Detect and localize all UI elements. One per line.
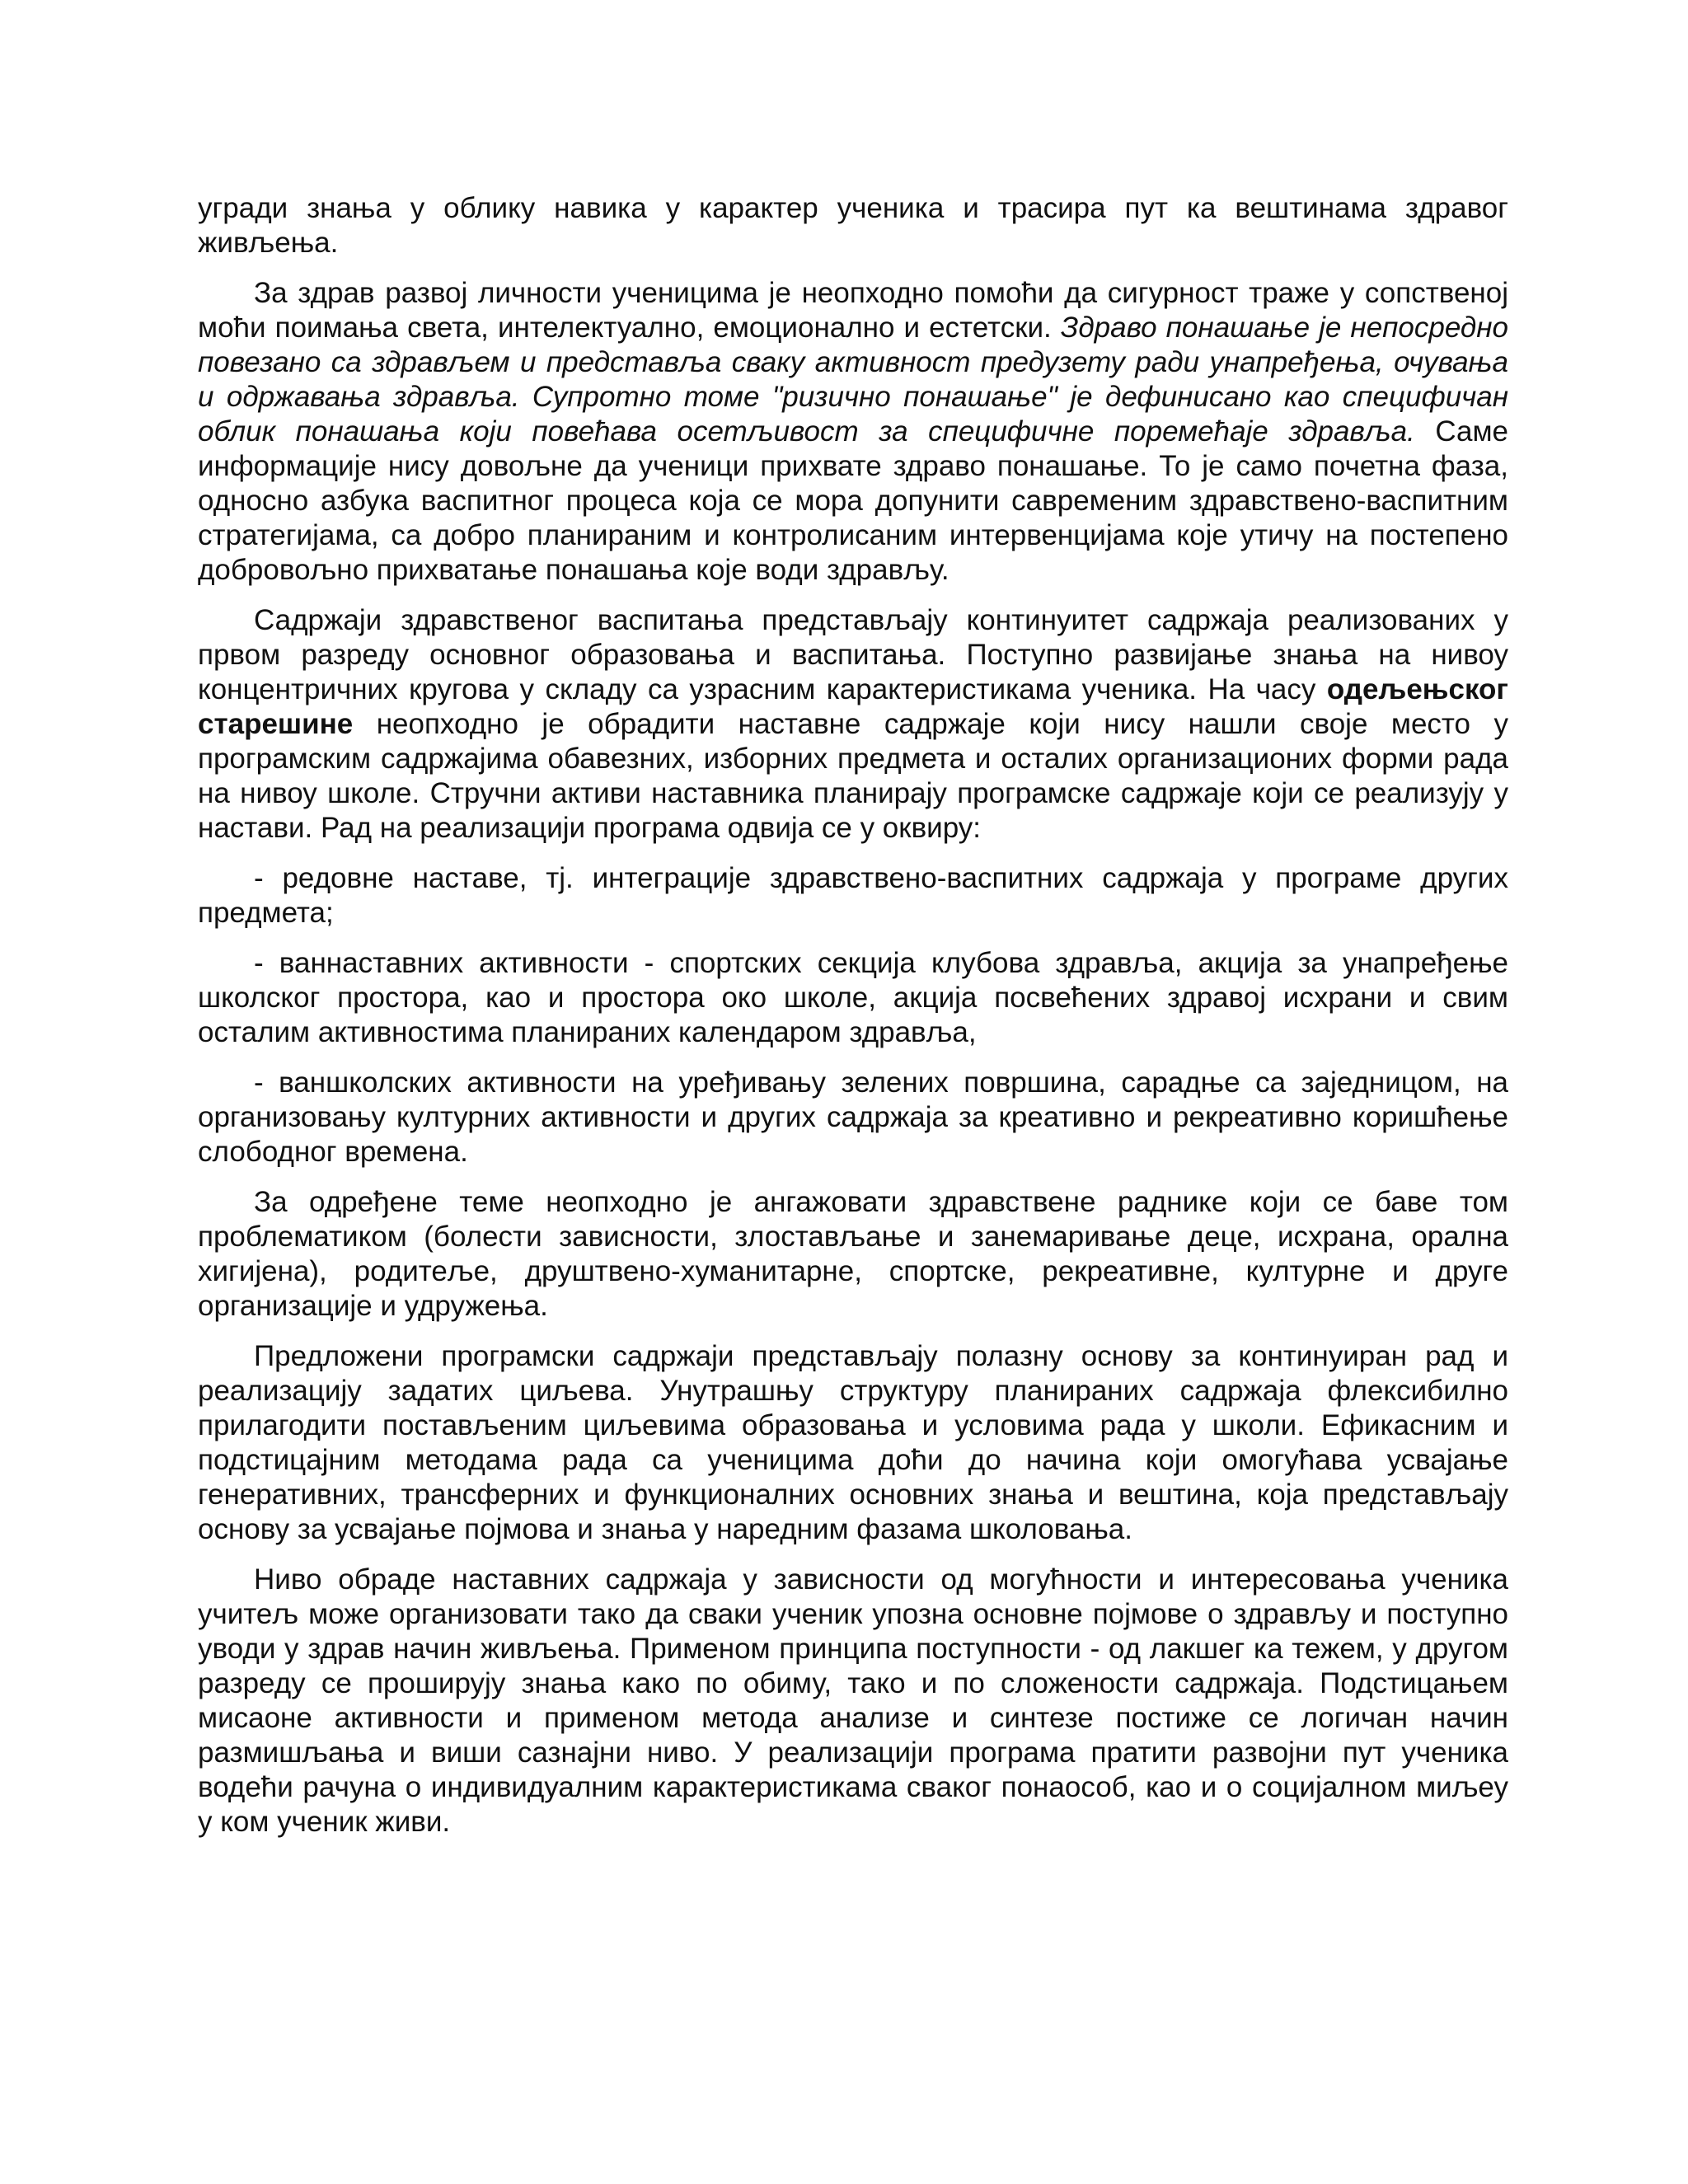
paragraph-processing-level: Ниво обраде наставних садржаја у зависности од могућности и интересовања ученика учитељ може организовати тако да сваки ученик упозна основне појмове о здрављу и поступно уводи у здрав начин живљења. Применом принципа поступности - од лакшег ка тежем, у другом разреду се проширују знања како по обиму, тако и по сложености садржаја. Подстицањем мисаоне активности и применом метода анализе и синтезе постиже се логичан начин размишљања и виши сазнајни ниво. У реализацији програма пратити развојни пут ученика водећи рачуна о индивидуалним карактеристикама сваког понаособ, као и о социјалном миљеу у ком ученик живи. [198, 1563, 1508, 1838]
paragraph-health-workers: За одређене теме неопходно је ангажовати здравствене раднике који се баве том проблематиком (болести зависности, злостављање и занемаривање деце, исхрана, орална хигијена), родитеље, друштвено-хуманитарне, спортске, рекреативне, културне и друге организације и удружења. [198, 1186, 1508, 1322]
bold-term: одељењског старешине [198, 673, 1508, 740]
document-page [198, 191, 1508, 1855]
italic-definition: Здраво понашање је непосредно повезано са здрављем и представља сваку активност предузету ради унапређења, очувања и одржавања здравља. Супротно томе "ризично понашање" је дефинисано као специфичан облик понашања који повећава осетљивост за специфичне поремећаје здравља. [198, 312, 1508, 448]
paragraph-text: неопходно је обрадити наставне садржаје који нису нашли своје место у програмским садржајима обавезних, изборних предмета и осталих организационих форми рада на нивоу школе. Стручни активи наставника планирају програмске садржаје који се реализују у настави. Рад на реализацији програма одвија се у оквиру: [198, 708, 1508, 844]
paragraph-program-content: Предложени програмски садржаји представљају полазну основу за континуиран рад и реализацију задатих циљева. Унутрашњу структуру планираних садржаја флексибилно прилагодити постављеним циљевима образовања и условима рада у школи. Ефикасним и подстицајним методама рада са ученицима доћи до начина који омогућава усвајање генеративних, трансферних и функционалних основних знања и вештина, која представљају основу за усвајање појмова и знања у наредним фазама школовања. [198, 1340, 1508, 1545]
list-item-extracurricular: - ваннаставних активности - спортских секција клубова здравља, акција за унапређење школског простора, као и простора око школе, акција посвећених здравој исхрани и свим осталим активностима планираних календаром здравља, [198, 947, 1508, 1048]
paragraph-continuation: угради знања у облику навика у карактер ученика и трасира пут ка вештинама здравог живљења. [198, 192, 1508, 259]
paragraph-health-education-content [198, 603, 1508, 846]
paragraph-text: За здрав развој личности ученицима је неопходно помоћи да сигурност траже у сопственој моћи поимања света, интелектуално, емоционално и естетски. [198, 277, 1508, 344]
paragraph-text: Саме информације нису довољне да ученици прихвате здраво понашање. То је само почетна фаза, односно азбука васпитног процеса која се мора допунити савременим здравствено-васпитним стратегијама, са добро планираним и контролисаним интервенцијама које утичу на постепено добровољно прихватање понашања које води здрављу. [198, 415, 1509, 586]
list-item-regular-classes: - редовне наставе, тј. интеграције здравствено-васпитних садржаја у програме других предмета; [198, 862, 1508, 929]
list-item-outside-school: - ваншколских активности на уређивању зелених површина, сарадње са заједницом, на организовању културних активности и других садржаја за креативно и рекреативно коришћење слободног времена. [198, 1066, 1508, 1168]
paragraph-text: Садржаји здравственог васпитања представљају континуитет садржаја реализованих у првом разреду основног образовања и васпитања. Поступно развијање знања на нивоу концентричних кругова у складу са узрасним карактеристикама ученика. На часу [198, 604, 1508, 705]
paragraph-healthy-development [198, 276, 1508, 588]
